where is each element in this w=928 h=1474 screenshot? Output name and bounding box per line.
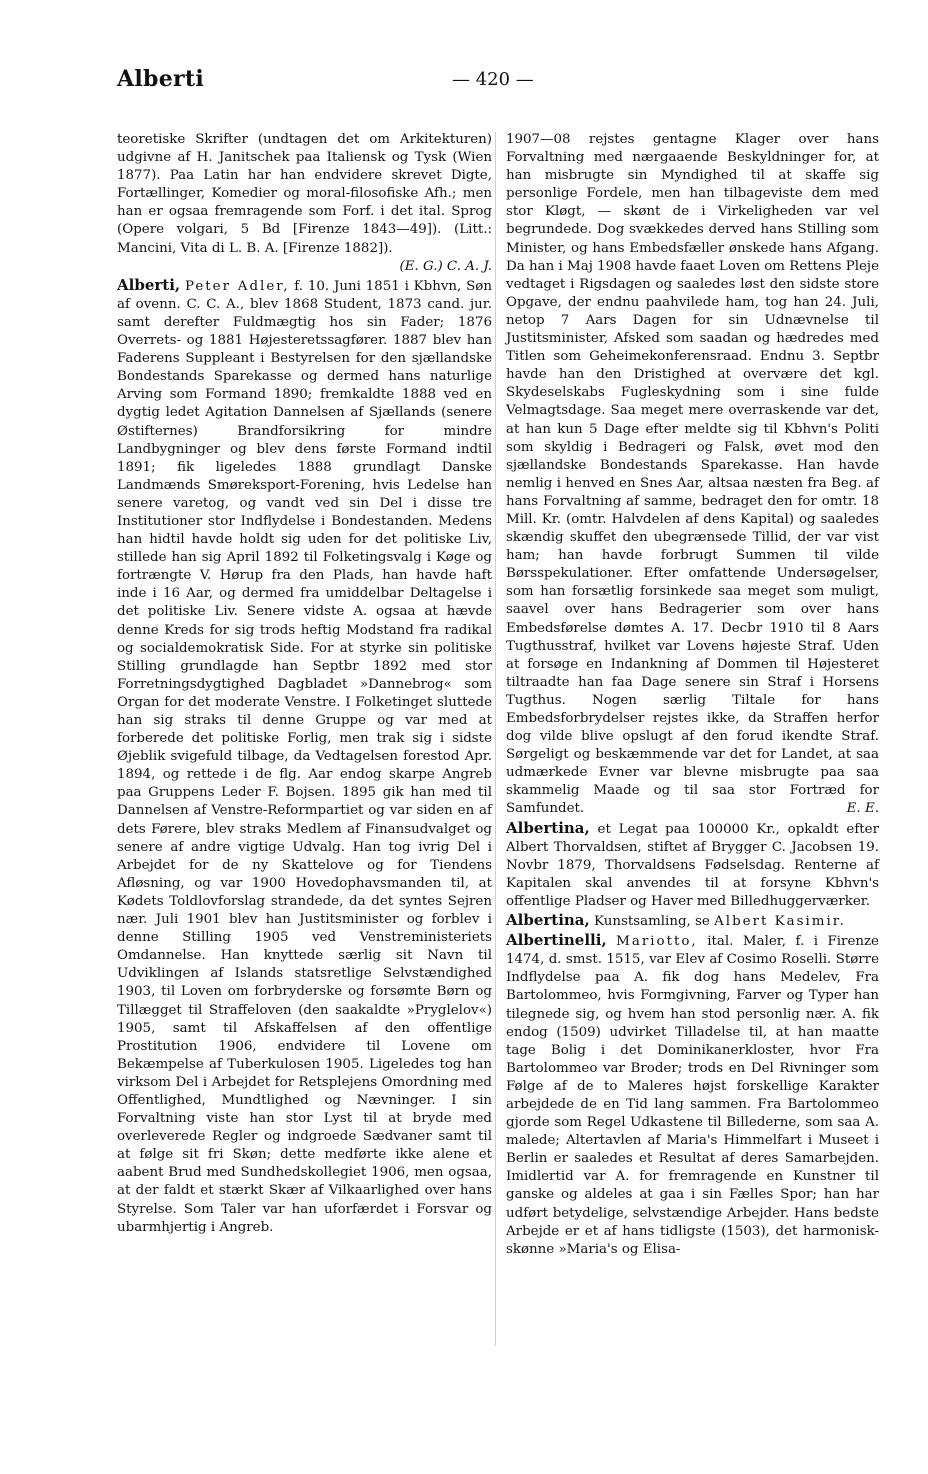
entry-headword: Alberti, [117,275,181,294]
entry-name: Peter Adler, [184,278,290,294]
alberti-signature: E. E. [846,801,879,817]
albertinelli-name: Mariotto, [616,934,698,950]
entry-albertinelli [506,931,879,1259]
intro-signature: (E. G.) C. A. J. [399,258,492,274]
page-header [117,66,817,106]
right-column [506,131,879,1259]
albertinelli-headword: Albertinelli, [506,931,607,950]
albertinelli-body: ital. Maler, f. i Firenze 1474, d. smst. 1515, var Elev af Cosimo Roselli. Større Indflydelse paa A. fik dog hans Medelev, Fra Bartolommeo, hvis Formgivning, Farver og Typer han tilegnede sig, og hvem han stod personlig nær. A. fik endog (1509) udvirket Tilladelse til, at han maatte tage Bolig i det Dominikanerkloster, hvor Fra Bartolommeo var Broder; trods en Del Rivninger som Følge af de to Maleres højst forskellige Karakter arbejdede de en Tid lang sammen. Fra Bartolommeo gjorde som Regel Udkastene til Billederne, som saa A. malede; Altertavlen af Maria's Himmelfart i Museet i Berlin er saaledes et Resultat af deres Samarbejden. Imidlertid var A. for fremragende en Kunstner til ganske og aldeles at gaa i sin Fælles Spor; han har udført betydelige, selvstændige Arbejder. Hans bedste Arbejde er et af hans tidligste (1503), det harmonisk-skønne »Maria's og Elisa- [506,934,879,1257]
entry-albertina-legat [506,819,879,911]
entry-body: f. 10. Juni 1851 i Kbhvn, Søn af ovenn. C. C. A., blev 1868 Student, 1873 cand. jur. samt derefter Fuldmægtig hos sin Fader; 1876 Overrets- og 1881 Højesteretssagfører. 1887 blev han Faderens Suppleant i Bestyrelsen for den sjællandske Bondestands Sparekasse og dermed hans naturlige Arving som Formand 1890; fremkaldte 1888 ved en dygtig ledet Agitation Dannelsen af Sjællands (senere Østifternes) Brandforsikring for mindre Landbygninger og blev dens første Formand indtil 1891; fik ligeledes 1888 grundlagt Danske Landmænds Smøreksport-Forening, hvis Ledelse han senere varetog, og vandt ved sin Del i disse tre Institutioner stor Indflydelse i Bondestanden. Medens han hidtil havde holdt sig uden for det politiske Liv, stillede han sig April 1892 til Folketingsvalg i Køge og fortrængte V. Hørup fra den Plads, han havde haft inde i 16 Aar, og dermed fra umiddelbar Deltagelse i det politiske Liv. Senere vidste A. ogsaa at hævde denne Kreds for sig trods heftig Modstand fra radikal og socialdemokratisk Side. For at styrke sin politiske Stilling grundlagde han Septbr 1892 med stor Forretningsdygtighed Dagbladet »Dannebrog« som Organ for det moderate Venstre. I Folketinget sluttede han sig straks til denne Gruppe og var med at forberede det politiske Forlig, men trak sig i sidste Øjeblik svigefuld tilbage, da Vedtagelsen forestod Apr. 1894, og rettede i de flg. Aar endog skarpe Angreb paa Gruppens Leder F. Bojsen. 1895 gik han med til Dannelsen af Venstre-Reformpartiet og var siden en af dets Førere, blev straks Medlem af Finansudvalget og senere af andre vigtige Udvalg. Han tog ivrig Del i Arbejdet for de ny Skattelove og for Tiendens Afløsning, og var 1900 Hovedophavsmanden til, at Kødets Toldlovforslag strandede, da det syntes Sejren nær. Juli 1901 blev han Justitsminister og forblev i denne Stilling 1905 ved Venstreministeriets Omdannelse. Han knyttede særlig sit Navn til Udviklingen af Islands statsretlige Selvstændighed 1903, til Loven om forbryderske og forsømte Børn og Tillægget til Straffeloven (den saakaldte »Pryglelov«) 1905, samt til Afskaffelsen af den offentlige Prostitution 1906, endvidere til Lovene om Bekæmpelse af Tuberkulosen 1905. Ligeledes tog han virksom Del i Arbejdet for Retsplejens Omordning med Offentlighed, Mundtlighed og Nævninger. I sin Forvaltning viste han stor Lyst til at bryde med overleverede Regler og indgroede Sædvaner samt til at følge sit fri Skøn; dette medførte ikke alene et aabent Brud med Sundhedskollegiet 1906, men ogsaa, at der faldt et stærkt Skær af Vilkaarlighed over hans Styrelse. Som Taler var han uforfærdet i Forsvar og ubarmhjertig i Angreb. [117,278,492,1235]
albertina-body: et Legat paa 100000 Kr., opkaldt efter Albert Thorvaldsen, stiftet af Brygger C. Jacobsen 19. Novbr 1879, Thorvaldsens Fødselsdag. Renterne af Kapitalen skal anvendes til at forsyne Kbhvn's offentlige Pladser og Haver med Billedhuggerværker. [506,821,879,909]
running-head: Alberti [117,66,205,92]
entry-albertina-kunstsamling [506,911,879,931]
alberti-continued [506,131,879,819]
albertina-headword: Albertina, [506,818,590,837]
column-divider [495,132,496,1346]
albertina2-headword: Albertina, [506,911,590,930]
page-number: — 420 — [452,69,534,90]
left-column [117,131,492,1237]
entry-alberti-peter-adler [117,276,492,1237]
albertina2-reference: Albert Kasimir. [714,914,846,930]
albertina2-body: Kunstsamling, se [594,914,710,930]
intro-paragraph: teoretiske Skrifter (undtagen det om Arkitekturen) udgivne af H. Janitschek paa Italiensk og Tysk (Wien 1877). Paa Latin har han endvidere skrevet Digte, Fortællinger, Komedier og moral-filosofiske Afh.; men han er ogsaa fremragende som Forf. i det ital. Sprog (Opere volgari, 5 Bd [Firenze 1843—49]). (Litt.: Mancini, Vita di L. B. A. [Firenze 1882]). [117,132,492,256]
alberti-continued-text: 1907—08 rejstes gentagne Klager over hans Forvaltning med nærgaaende Beskyldninger for, at han misbrugte sin Myndighed til at skaffe sig personlige Fordele, men han tilbageviste dem med stor Kløgt, — skønt de i Virkeligheden var vel begrundede. Dog svækkedes derved hans Stilling som Minister, og hans Embedsfæller ønskede hans Afgang. Da han i Maj 1908 havde faaet Loven om Rettens Pleje vedtaget i Rigsdagen og saaledes løst den sidste store Opgave, der endnu paahvilede ham, tog han 24. Juli, netop 7 Aars Dagen for sin Udnævnelse til Justitsminister, Afsked som saadan og hædredes med Titlen som Geheimekonferensraad. Endnu 3. Septbr havde han den Dristighed at overvære det kgl. Skydeselskabs Fugleskydning som i sine fulde Velmagtsdage. Saa meget mere overraskende var det, at han kun 5 Dage efter meldte sig til Kbhvn's Politi som skyldig i Bedrageri og Falsk, øvet mod den sjællandske Bondestands Sparekasse. Han havde nemlig i henved en Snes Aar, altsaa næsten fra Beg. af hans Forvaltning af samme, bedraget den for omtr. 18 Mill. Kr. (omtr. Halvdelen af dens Kapital) og saaledes skændig skuffet den ubegrænsede Tillid, der var vist ham; han havde forbrugt Summen til vilde Børsspekulationer. Efter omfattende Undersøgelser, som han forsætlig forsinkede saa meget som muligt, saavel over hans Bedragerier som over hans Embedsførelse dømtes A. 17. Decbr 1910 til 8 Aars Tugthusstraf, hvilket var Lovens højeste Straf. Uden at forsøge en Indankning af Dommen til Højesteret tiltraadte han faa Dage senere sin Straf i Horsens Tugthus. Nogen særlig Tiltale for hans Embedsforbrydelser rejstes ikke, da Straffen herfor dog vilde blive opslugt af den forud ikendte Straf. Sørgeligt og beskæmmende var det for Landet, at saa udmærkede Evner var blevne misbrugte paa saa skammelig Maade og til saa stor Fortræd for Samfundet. [506,132,879,817]
